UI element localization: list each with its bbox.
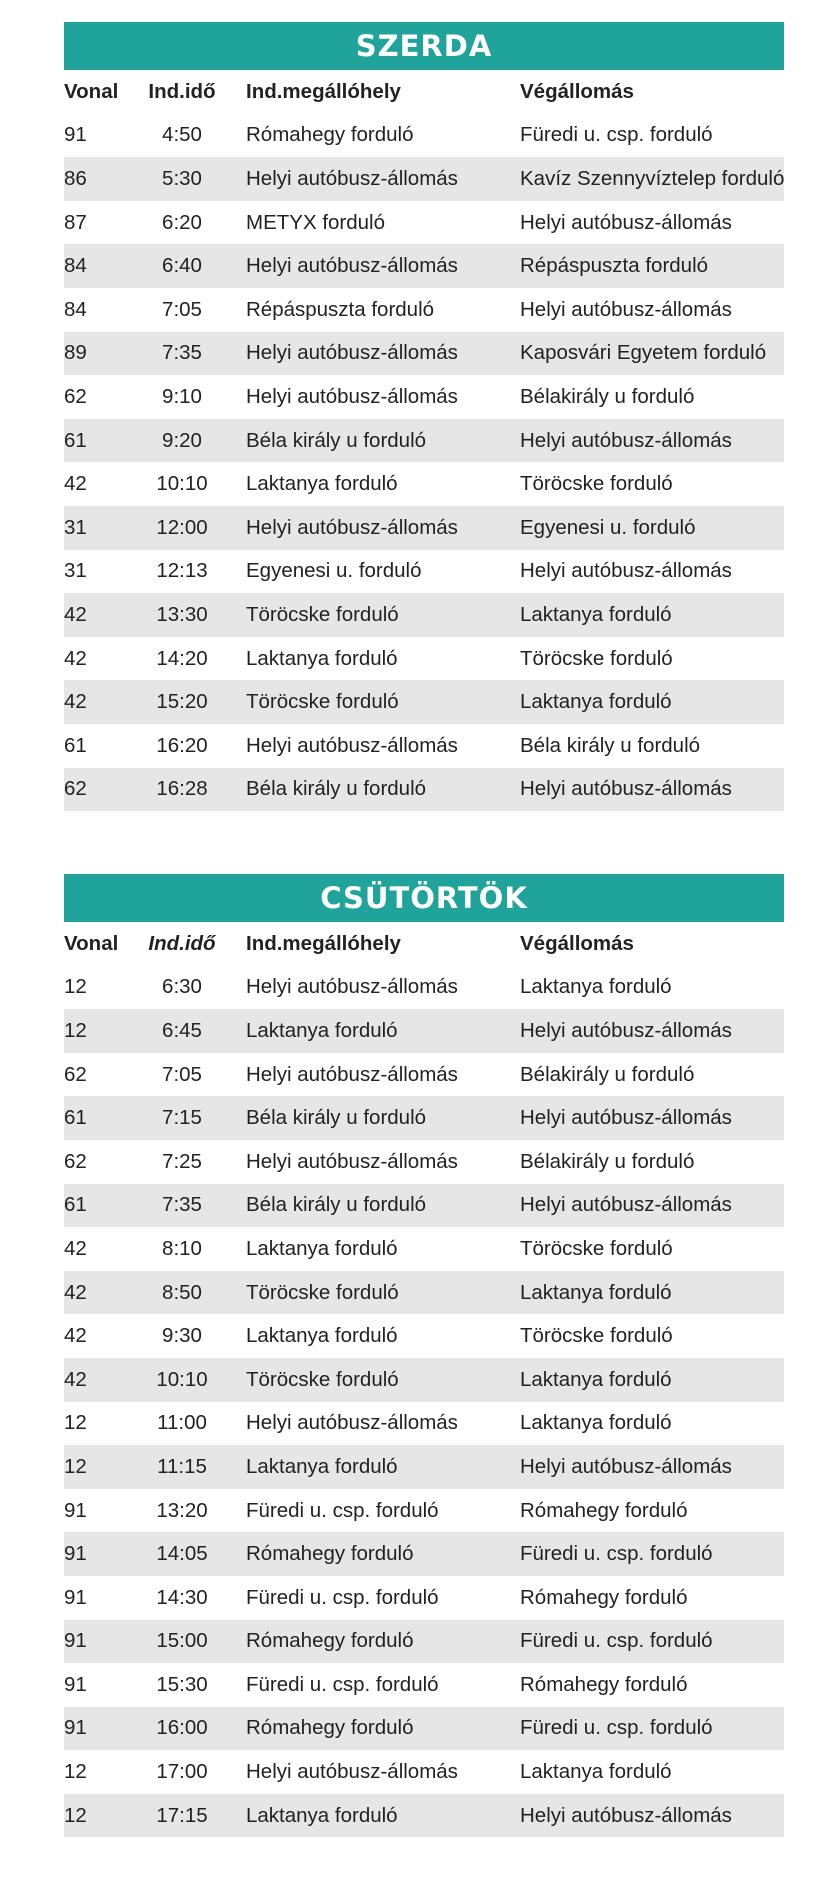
cell-vonal: 42 [64, 602, 87, 626]
header-ind-ido: Ind.idő [148, 79, 216, 103]
cell-ind-megallohely: Egyenesi u. forduló [246, 559, 422, 583]
cell-ind-ido: 4:50 [162, 123, 202, 147]
section-title: CSÜTÖRTÖK [64, 874, 784, 922]
cell-ind-ido: 10:10 [156, 1367, 208, 1391]
cell-vegallomas: Helyi autóbusz-állomás [520, 210, 732, 234]
table-row [64, 1096, 784, 1140]
table-row [64, 1532, 784, 1576]
cell-ind-ido: 8:10 [162, 1236, 202, 1260]
cell-vegallomas: Kavíz Szennyvíztelep forduló [520, 166, 785, 190]
cell-vegallomas: Béla király u forduló [520, 733, 701, 757]
cell-vonal: 12 [64, 1760, 87, 1784]
table-row [64, 768, 784, 812]
cell-ind-megallohely: Helyi autóbusz-állomás [246, 384, 458, 408]
cell-ind-ido: 16:20 [156, 733, 208, 757]
cell-vonal: 42 [64, 1280, 87, 1304]
cell-ind-megallohely: Béla király u forduló [246, 428, 427, 452]
cell-ind-ido: 13:20 [156, 1498, 208, 1522]
cell-ind-megallohely: Helyi autóbusz-állomás [246, 1149, 458, 1173]
cell-ind-megallohely: Füredi u. csp. forduló [246, 1585, 439, 1609]
cell-vegallomas: Helyi autóbusz-állomás [520, 428, 732, 452]
schedule-section-szerda [64, 22, 784, 811]
schedule-section-csutortok [64, 874, 784, 1837]
table-row [64, 1750, 784, 1794]
cell-vegallomas: Bélakirály u forduló [520, 1149, 695, 1173]
cell-ind-ido: 9:30 [162, 1324, 202, 1348]
header-ind-megallohely: Ind.megállóhely [246, 931, 401, 955]
table-row [64, 1402, 784, 1446]
cell-vonal: 61 [64, 1193, 87, 1217]
cell-ind-megallohely: Helyi autóbusz-állomás [246, 1062, 458, 1086]
cell-ind-ido: 7:05 [162, 297, 202, 321]
cell-ind-megallohely: Laktanya forduló [246, 1454, 398, 1478]
table-row [64, 550, 784, 594]
header-vonal: Vonal [64, 931, 119, 955]
cell-vonal: 42 [64, 690, 87, 714]
cell-ind-ido: 7:35 [162, 1193, 202, 1217]
cell-vegallomas: Helyi autóbusz-állomás [520, 1803, 732, 1827]
header-vegallomas: Végállomás [520, 931, 634, 955]
cell-ind-ido: 17:15 [156, 1803, 208, 1827]
header-ind-ido: Ind.idő [148, 931, 216, 955]
cell-vegallomas: Helyi autóbusz-állomás [520, 1454, 732, 1478]
cell-vegallomas: Laktanya forduló [520, 975, 672, 999]
table-row [64, 157, 784, 201]
table-row [64, 332, 784, 376]
cell-vonal: 91 [64, 1629, 87, 1653]
cell-ind-ido: 8:50 [162, 1280, 202, 1304]
cell-vegallomas: Bélakirály u forduló [520, 1062, 695, 1086]
table-row [64, 966, 784, 1010]
cell-ind-ido: 16:00 [156, 1716, 208, 1740]
cell-ind-megallohely: Töröcske forduló [246, 1367, 399, 1391]
cell-ind-ido: 16:28 [156, 777, 208, 801]
table-row [64, 506, 784, 550]
cell-vegallomas: Répáspuszta forduló [520, 254, 709, 278]
cell-vegallomas: Helyi autóbusz-állomás [520, 1018, 732, 1042]
cell-vonal: 91 [64, 123, 87, 147]
cell-vegallomas: Helyi autóbusz-állomás [520, 777, 732, 801]
cell-ind-megallohely: Helyi autóbusz-állomás [246, 1411, 458, 1435]
cell-ind-megallohely: Répáspuszta forduló [246, 297, 435, 321]
cell-vonal: 12 [64, 975, 87, 999]
cell-vonal: 61 [64, 1106, 87, 1130]
table-row [64, 114, 784, 158]
cell-vonal: 91 [64, 1716, 87, 1740]
cell-ind-megallohely: Laktanya forduló [246, 1236, 398, 1260]
cell-vonal: 42 [64, 1324, 87, 1348]
cell-vonal: 31 [64, 559, 87, 583]
cell-vonal: 42 [64, 472, 87, 496]
cell-vonal: 12 [64, 1018, 87, 1042]
cell-vegallomas: Füredi u. csp. forduló [520, 1716, 713, 1740]
cell-ind-ido: 7:35 [162, 341, 202, 365]
cell-ind-ido: 6:20 [162, 210, 202, 234]
cell-ind-megallohely: Rómahegy forduló [246, 123, 414, 147]
table-row [64, 375, 784, 419]
cell-ind-megallohely: Béla király u forduló [246, 1193, 427, 1217]
cell-vonal: 62 [64, 777, 87, 801]
table-row [64, 1140, 784, 1184]
cell-vonal: 42 [64, 646, 87, 670]
cell-vegallomas: Laktanya forduló [520, 1760, 672, 1784]
cell-ind-ido: 7:15 [162, 1106, 202, 1130]
cell-vegallomas: Rómahegy forduló [520, 1585, 688, 1609]
cell-ind-ido: 15:00 [156, 1629, 208, 1653]
cell-vegallomas: Laktanya forduló [520, 1280, 672, 1304]
table-row [64, 1053, 784, 1097]
cell-ind-megallohely: Füredi u. csp. forduló [246, 1498, 439, 1522]
cell-ind-megallohely: Helyi autóbusz-állomás [246, 341, 458, 365]
cell-vonal: 31 [64, 515, 87, 539]
cell-vegallomas: Bélakirály u forduló [520, 384, 695, 408]
cell-ind-ido: 14:20 [156, 646, 208, 670]
cell-ind-ido: 7:25 [162, 1149, 202, 1173]
table-row [64, 1184, 784, 1228]
table-row [64, 419, 784, 463]
table-row [64, 1227, 784, 1271]
cell-vegallomas: Laktanya forduló [520, 1367, 672, 1391]
cell-vonal: 61 [64, 733, 87, 757]
cell-ind-megallohely: Töröcske forduló [246, 690, 399, 714]
cell-ind-megallohely: Helyi autóbusz-állomás [246, 515, 458, 539]
cell-ind-ido: 6:30 [162, 975, 202, 999]
cell-vonal: 91 [64, 1498, 87, 1522]
cell-vegallomas: Egyenesi u. forduló [520, 515, 696, 539]
cell-ind-megallohely: Laktanya forduló [246, 646, 398, 670]
cell-vonal: 42 [64, 1367, 87, 1391]
cell-ind-megallohely: Helyi autóbusz-állomás [246, 254, 458, 278]
cell-vonal: 61 [64, 428, 87, 452]
table-row [64, 1009, 784, 1053]
cell-vonal: 86 [64, 166, 87, 190]
cell-vonal: 84 [64, 297, 87, 321]
cell-ind-megallohely: METYX forduló [246, 210, 385, 234]
table-row [64, 1358, 784, 1402]
cell-vonal: 42 [64, 1236, 87, 1260]
table-row [64, 1445, 784, 1489]
header-ind-megallohely: Ind.megállóhely [246, 79, 401, 103]
table-header [64, 70, 784, 114]
cell-vegallomas: Helyi autóbusz-állomás [520, 1193, 732, 1217]
cell-vonal: 62 [64, 384, 87, 408]
cell-vonal: 91 [64, 1672, 87, 1696]
cell-ind-ido: 15:20 [156, 690, 208, 714]
cell-ind-ido: 13:30 [156, 602, 208, 626]
cell-ind-ido: 6:45 [162, 1018, 202, 1042]
section-title: SZERDA [64, 22, 784, 70]
cell-vegallomas: Töröcske forduló [520, 646, 673, 670]
cell-ind-ido: 5:30 [162, 166, 202, 190]
cell-vegallomas: Füredi u. csp. forduló [520, 1542, 713, 1566]
table-header [64, 922, 784, 966]
table-row [64, 1707, 784, 1751]
cell-vegallomas: Laktanya forduló [520, 690, 672, 714]
cell-vegallomas: Töröcske forduló [520, 472, 673, 496]
cell-vonal: 12 [64, 1803, 87, 1827]
cell-vegallomas: Helyi autóbusz-állomás [520, 559, 732, 583]
table-row [64, 1620, 784, 1664]
cell-ind-megallohely: Béla király u forduló [246, 1106, 427, 1130]
table-row [64, 1271, 784, 1315]
cell-vonal: 87 [64, 210, 87, 234]
table-row [64, 201, 784, 245]
table-row [64, 1794, 784, 1838]
cell-vonal: 12 [64, 1454, 87, 1478]
cell-ind-ido: 7:05 [162, 1062, 202, 1086]
cell-ind-ido: 14:05 [156, 1542, 208, 1566]
header-vegallomas: Végállomás [520, 79, 634, 103]
cell-vegallomas: Füredi u. csp. forduló [520, 123, 713, 147]
cell-ind-ido: 12:00 [156, 515, 208, 539]
cell-ind-ido: 14:30 [156, 1585, 208, 1609]
table-body [64, 114, 784, 812]
cell-ind-ido: 11:00 [157, 1411, 207, 1435]
cell-ind-ido: 17:00 [156, 1760, 208, 1784]
cell-ind-megallohely: Helyi autóbusz-állomás [246, 975, 458, 999]
cell-vegallomas: Füredi u. csp. forduló [520, 1629, 713, 1653]
table-row [64, 637, 784, 681]
table-row [64, 680, 784, 724]
cell-vegallomas: Laktanya forduló [520, 602, 672, 626]
cell-vonal: 91 [64, 1585, 87, 1609]
table-row [64, 593, 784, 637]
cell-ind-ido: 15:30 [156, 1672, 208, 1696]
cell-ind-megallohely: Helyi autóbusz-állomás [246, 166, 458, 190]
cell-vegallomas: Helyi autóbusz-állomás [520, 297, 732, 321]
table-row [64, 288, 784, 332]
cell-ind-ido: 12:13 [156, 559, 208, 583]
cell-vonal: 62 [64, 1062, 87, 1086]
cell-ind-megallohely: Laktanya forduló [246, 1018, 398, 1042]
cell-vonal: 62 [64, 1149, 87, 1173]
cell-ind-megallohely: Laktanya forduló [246, 1803, 398, 1827]
cell-ind-megallohely: Rómahegy forduló [246, 1716, 414, 1740]
cell-vegallomas: Rómahegy forduló [520, 1498, 688, 1522]
table-row [64, 1663, 784, 1707]
cell-ind-megallohely: Töröcske forduló [246, 602, 399, 626]
cell-vegallomas: Laktanya forduló [520, 1411, 672, 1435]
cell-vegallomas: Töröcske forduló [520, 1236, 673, 1260]
cell-ind-ido: 11:15 [157, 1454, 207, 1478]
table-body [64, 966, 784, 1838]
cell-ind-ido: 6:40 [162, 254, 202, 278]
cell-vegallomas: Rómahegy forduló [520, 1672, 688, 1696]
cell-ind-megallohely: Füredi u. csp. forduló [246, 1672, 439, 1696]
cell-ind-megallohely: Laktanya forduló [246, 472, 398, 496]
cell-vegallomas: Töröcske forduló [520, 1324, 673, 1348]
cell-ind-megallohely: Rómahegy forduló [246, 1629, 414, 1653]
cell-ind-megallohely: Béla király u forduló [246, 777, 427, 801]
cell-ind-megallohely: Töröcske forduló [246, 1280, 399, 1304]
cell-vegallomas: Helyi autóbusz-állomás [520, 1106, 732, 1130]
cell-ind-ido: 10:10 [156, 472, 208, 496]
table-row [64, 1314, 784, 1358]
cell-vonal: 89 [64, 341, 87, 365]
table-row [64, 724, 784, 768]
cell-vegallomas: Kaposvári Egyetem forduló [520, 341, 767, 365]
cell-vonal: 84 [64, 254, 87, 278]
table-row [64, 1489, 784, 1533]
cell-ind-ido: 9:10 [162, 384, 202, 408]
cell-vonal: 12 [64, 1411, 87, 1435]
cell-ind-megallohely: Helyi autóbusz-állomás [246, 733, 458, 757]
table-row [64, 1576, 784, 1620]
cell-ind-megallohely: Rómahegy forduló [246, 1542, 414, 1566]
cell-ind-megallohely: Laktanya forduló [246, 1324, 398, 1348]
header-vonal: Vonal [64, 79, 119, 103]
cell-ind-ido: 9:20 [162, 428, 202, 452]
table-row [64, 244, 784, 288]
cell-vonal: 91 [64, 1542, 87, 1566]
cell-ind-megallohely: Helyi autóbusz-állomás [246, 1760, 458, 1784]
table-row [64, 462, 784, 506]
